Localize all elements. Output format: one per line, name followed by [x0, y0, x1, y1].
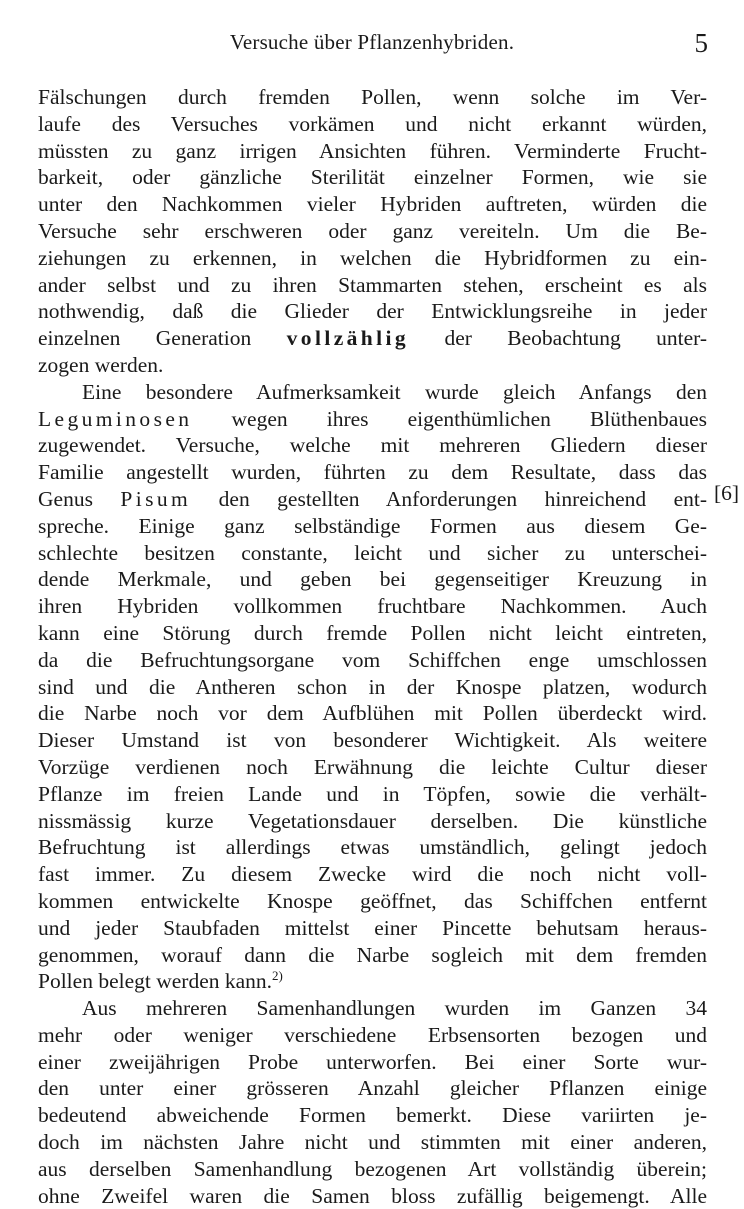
text-line: zugewendet. Versuche, welche mit mehreren Gliedern dieser: [38, 433, 707, 458]
text-line: fast immer. Zu diesem Zwecke wird die noch nicht voll-: [38, 862, 707, 887]
text-line: ander selbst und zu ihren Stammarten stehen, erscheint es als: [38, 272, 707, 297]
text-line: schlechte besitzen constante, leicht und sicher zu unterschei-: [38, 540, 707, 565]
text-line: genommen, worauf dann die Narbe sogleich mit dem fremden: [38, 942, 707, 967]
text-line: Eine besondere Aufmerksamkeit wurde gleich Anfangs den: [82, 379, 707, 404]
text-line: laufe des Versuches vorkämen und nicht erkannt würden,: [38, 111, 707, 136]
text-line: Fälschungen durch fremden Pollen, wenn solche im Ver-: [38, 85, 707, 109]
text-line: Dieser Umstand ist von besonderer Wichtigkeit. Als weitere: [38, 728, 707, 753]
text-line: ihren Hybriden vollkommen fruchtbare Nachkommen. Auch: [38, 594, 707, 619]
text-line: aus derselben Samenhandlung bezogenen Art vollständig überein;: [38, 1156, 707, 1181]
text-line: Versuche sehr erschweren oder ganz vereiteln. Um die Be-: [38, 218, 707, 243]
text-line: kommen entwickelte Knospe geöffnet, das Schiffchen entfernt: [38, 888, 707, 913]
text-segment: der Beobachtung unter-: [444, 326, 708, 351]
footnote-reference: 2): [272, 968, 283, 984]
text-line: spreche. Einige ganz selbständige Formen aus diesem Ge-: [38, 513, 707, 538]
text-line: Aus mehreren Samenhandlungen wurden im Ganzen 34: [82, 996, 707, 1021]
text-line: ohne Zweifel waren die Samen bloss zufällig beigemengt. Alle: [38, 1183, 707, 1208]
text-line: da die Befruchtungsorgane vom Schiffchen enge umschlossen: [38, 647, 707, 672]
text-segment: Genus: [38, 486, 93, 511]
text-line: mehr oder weniger verschiedene Erbsensorten bezogen und: [38, 1022, 707, 1047]
text-line: sind und die Antheren schon in der Knospe platzen, wodurch: [38, 674, 707, 699]
text-line: dende Merkmale, und geben bei gegenseitiger Kreuzung in: [38, 567, 707, 592]
text-line: barkeit, oder gänzliche Sterilität einzelner Formen, wie sie: [38, 165, 707, 190]
text-segment: den gestellten Anforderungen hinreichend ent-: [218, 486, 708, 511]
page-header: [36, 30, 708, 62]
text-segment: wegen ihres eigenthümlichen Blüthenbaues: [231, 406, 708, 431]
text-line: kann eine Störung durch fremde Pollen nicht leicht eintreten,: [38, 620, 707, 645]
text-line: müssten zu ganz irrigen Ansichten führen. Verminderte Frucht-: [38, 138, 707, 163]
body-text: [38, 84, 707, 1209]
emphasized-word: Pisum: [120, 486, 192, 511]
page-number: 5: [694, 28, 708, 58]
text-line: ziehungen zu erkennen, in welchen die Hybridformen zu ein-: [38, 245, 707, 270]
text-segment: einzelnen Generation: [38, 326, 252, 351]
text-segment: Pollen belegt werden kann.: [38, 969, 273, 994]
running-title: Versuche über Pflanzenhybriden.: [229, 30, 515, 54]
text-line: [38, 406, 707, 433]
text-line: Familie angestellt wurden, führten zu dem Resultate, dass das: [38, 460, 707, 485]
emphasized-word: Leguminosen: [38, 406, 193, 431]
text-line: Pflanze im freien Lande und in Töpfen, sowie die verhält-: [38, 781, 707, 806]
margin-page-reference: [6]: [714, 481, 740, 505]
text-line: einer zweijährigen Probe unterworfen. Bei einer Sorte wur-: [38, 1049, 707, 1074]
text-line: die Narbe noch vor dem Aufblühen mit Pollen überdeckt wird.: [38, 701, 707, 726]
text-line: und jeder Staubfaden mittelst einer Pincette behutsam heraus-: [38, 915, 707, 940]
text-line: [38, 325, 707, 352]
text-line: bedeutend abweichende Formen bemerkt. Diese variirten je-: [38, 1103, 707, 1128]
text-line: doch im nächsten Jahre nicht und stimmten mit einer anderen,: [38, 1130, 707, 1155]
text-line: nothwendig, daß die Glieder der Entwicklungsreihe in jeder: [38, 299, 707, 324]
text-line: Befruchtung ist allerdings etwas umständlich, gelingt jedoch: [38, 835, 707, 860]
text-line: [38, 486, 707, 513]
text-line: unter den Nachkommen vieler Hybriden auftreten, würden die: [38, 192, 707, 217]
text-line: den unter einer grösseren Anzahl gleicher Pflanzen einige: [38, 1076, 707, 1101]
text-line: [38, 968, 707, 995]
text-line: Vorzüge verdienen noch Erwähnung die leichte Cultur dieser: [38, 754, 707, 779]
text-line: zogen werden.: [38, 352, 164, 377]
emphasized-word: vollzählig: [286, 326, 410, 351]
text-line: nissmässig kurze Vegetationsdauer derselben. Die künstliche: [38, 808, 707, 833]
